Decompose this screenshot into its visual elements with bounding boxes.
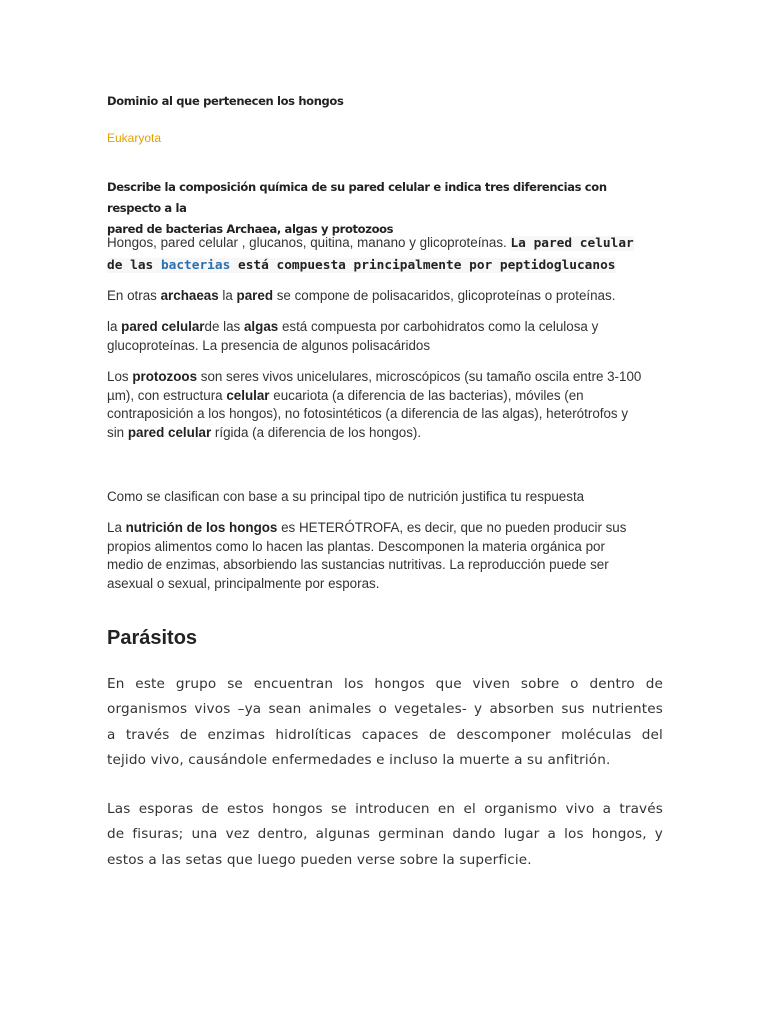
text: son seres vivos unicelulares, microscópicos (su tamaño oscila entre 3-100 xyxy=(197,369,642,384)
question-3-heading: Como se clasifican con base a su principal tipo de nutrición justifica tu respuesta xyxy=(107,489,585,504)
bold-text: nutrición de los hongos xyxy=(125,520,278,535)
highlighted-text: está compuesta principalmente por peptidoglucanos xyxy=(230,258,616,273)
bold-text: algas xyxy=(243,319,279,334)
parasitos-title: Parásitos xyxy=(107,627,198,649)
nutrition-paragraph xyxy=(107,519,667,593)
text: rígida (a diferencia de los hongos). xyxy=(211,424,422,440)
highlighted-text: de las xyxy=(107,258,161,273)
text: eucariota (a diferencia de las bacterias), móviles (en xyxy=(269,387,584,403)
paragraph-line: organismos vivos –ya sean animales o vegetales- y absorben sus nutrientes xyxy=(107,701,663,718)
question-2-heading-line: pared de bacterias Archaea, algas y protozoos xyxy=(107,222,394,236)
text: sin xyxy=(107,424,128,440)
text: es HETERÓTROFA, es decir, que no pueden producir sus xyxy=(277,520,627,535)
bold-text: pared celular xyxy=(121,319,205,334)
text: En otras xyxy=(107,288,161,303)
paragraph-line: a través de enzimas hidrolíticas capaces de descomponer moléculas del xyxy=(107,726,663,743)
text: la xyxy=(107,319,122,334)
text: glucoproteínas. La presencia de algunos polisacáridos xyxy=(107,337,431,353)
bold-text: pared xyxy=(236,288,274,303)
paragraph-line: de fisuras; una vez dentro, algunas germinan dando lugar a los hongos, y xyxy=(107,826,663,843)
paragraph-line: En este grupo se encuentran los hongos que viven sobre o dentro de xyxy=(107,676,663,692)
text: propios alimentos como lo hacen las plantas. Descomponen la materia orgánica por xyxy=(107,538,605,554)
text: está compuesta por carbohidratos como la celulosa y xyxy=(278,319,599,334)
parasitos-paragraph-1 xyxy=(107,672,663,773)
paragraph-line: estos a las setas que luego pueden verse sobre la superficie. xyxy=(107,851,532,868)
question-2-heading xyxy=(107,177,663,240)
text: La xyxy=(107,520,126,535)
text: asexual o sexual, principalmente por esporas. xyxy=(107,575,380,591)
text: medio de enzimas, absorbiendo las sustancias nutritivas. La reproducción puede ser xyxy=(107,557,609,572)
bold-text: protozoos xyxy=(132,369,198,384)
algas-paragraph xyxy=(107,318,663,355)
paragraph-text: Hongos, pared celular , glucanos, quitina, manano y glicoproteínas. xyxy=(107,235,511,250)
highlighted-text: La pared celular xyxy=(510,236,634,251)
paragraph-line: tejido vivo, causándole enfermedades e incluso la muerte a su anfitrión. xyxy=(107,751,611,768)
cell-wall-paragraph xyxy=(107,232,663,276)
text: contraposición a los hongos), no fotosintéticos (a diferencia de las algas), heterótrofos y xyxy=(107,406,629,421)
bacterias-link[interactable]: bacterias xyxy=(160,258,231,273)
text: µm), con estructura xyxy=(107,387,227,403)
text: de las xyxy=(204,319,244,334)
question-2-heading-line: Describe la composición química de su pared celular e indica tres diferencias con respecto a la xyxy=(107,180,607,215)
paragraph-line: Las esporas de estos hongos se introducen en el organismo vivo a través xyxy=(107,801,663,817)
bold-text: celular xyxy=(226,387,270,403)
text: Los xyxy=(107,369,133,384)
parasitos-paragraph-2 xyxy=(107,797,663,873)
question-1-heading: Dominio al que pertenecen los hongos xyxy=(107,94,344,108)
archaea-paragraph xyxy=(107,287,663,306)
protozoos-paragraph xyxy=(107,368,667,442)
bold-text: archaeas xyxy=(160,288,219,303)
text: la xyxy=(218,288,237,303)
eukaryota-link[interactable]: Eukaryota xyxy=(107,131,162,145)
bold-text: pared celular xyxy=(127,424,212,440)
text: se compone de polisacaridos, glicoproteínas o proteínas. xyxy=(273,288,616,303)
